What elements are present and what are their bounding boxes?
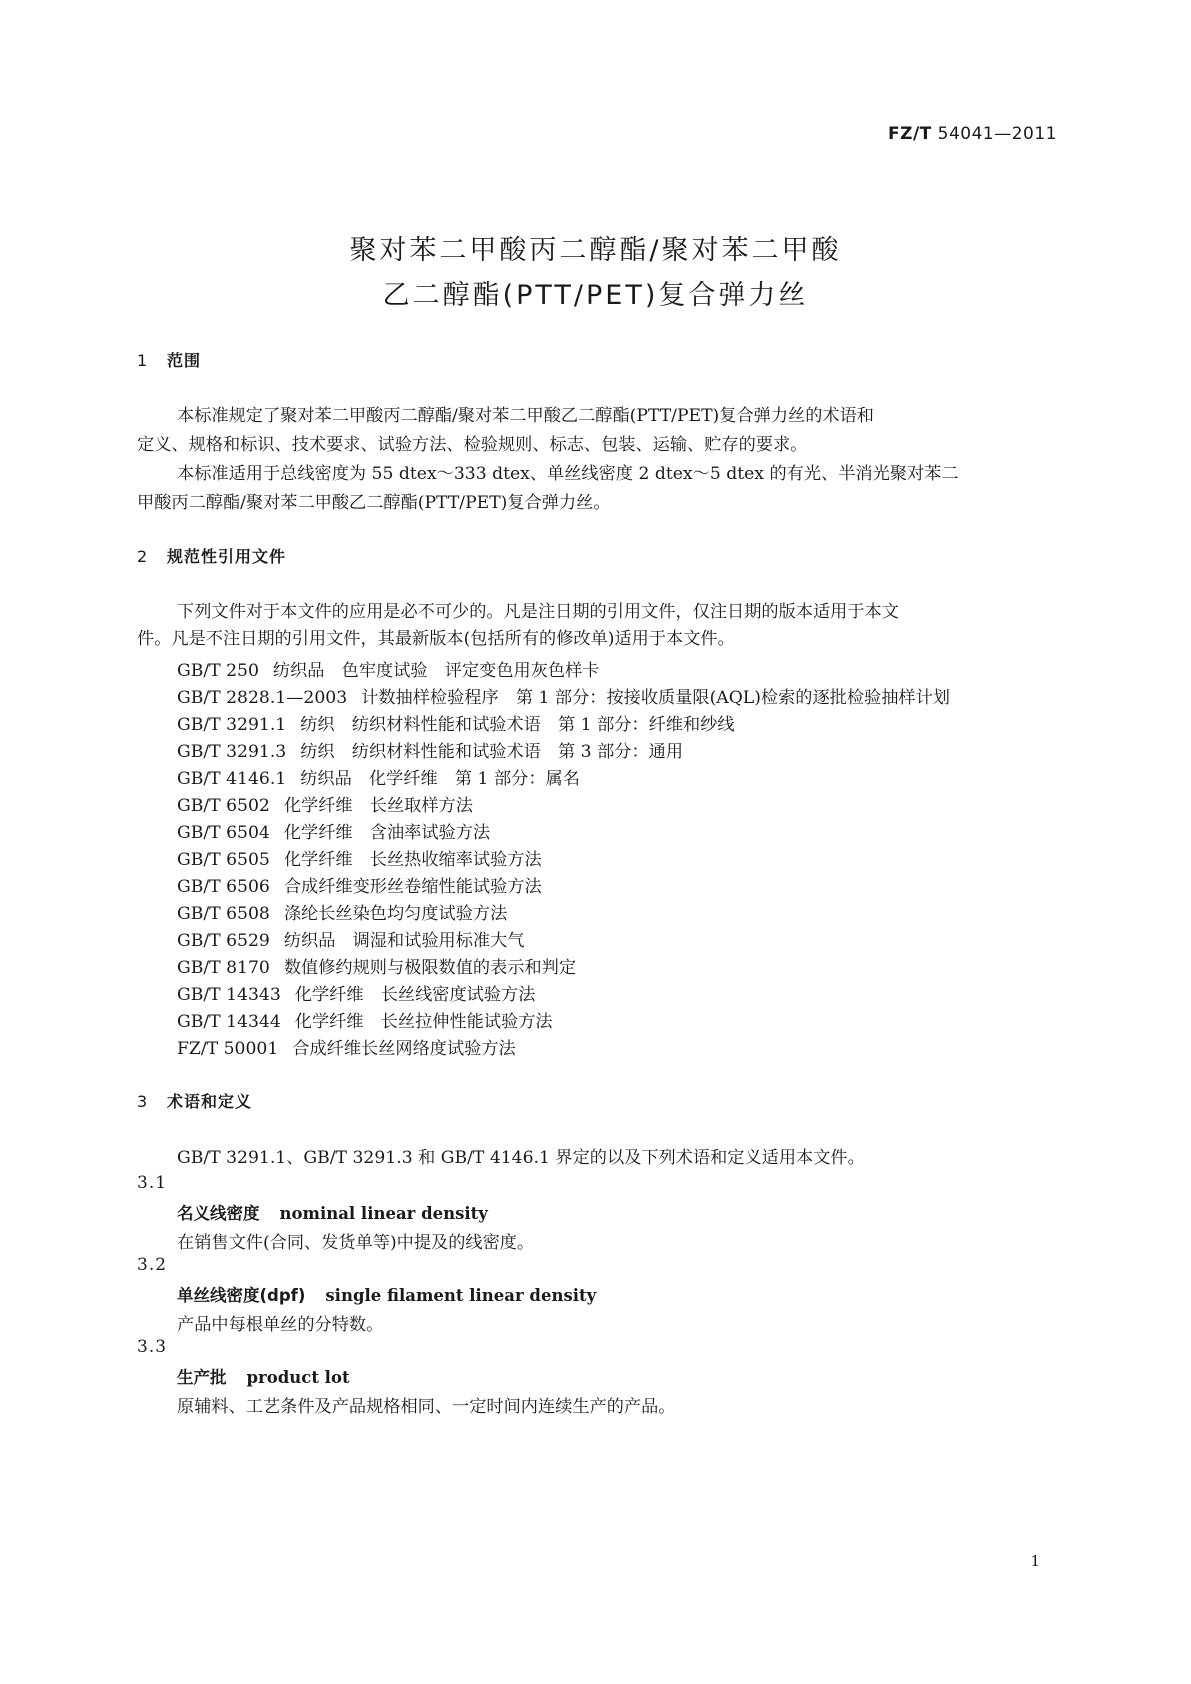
page-number: 1 — [1030, 1552, 1040, 1570]
reference-item — [177, 953, 576, 978]
reference-item — [177, 656, 599, 681]
reference-title: 数值修约规则与极限数值的表示和判定 — [283, 958, 577, 978]
reference-item — [177, 872, 542, 897]
section-1-paragraph-1-line-2: 定义、规格和标识、技术要求、试验方法、检验规则、标志、包装、运输、贮存的要求。 — [137, 435, 808, 455]
term-zh: 名义线密度 — [177, 1204, 260, 1223]
section-2-heading — [137, 544, 286, 567]
reference-code: GB/T 6508 — [177, 904, 270, 924]
reference-title: 合成纤维长丝网络度试验方法 — [292, 1039, 516, 1059]
section-3-heading — [137, 1089, 252, 1112]
term-en: nominal linear density — [279, 1204, 488, 1223]
reference-item — [177, 683, 950, 708]
reference-title: 纺织 纺织材料性能和试验术语 第 1 部分：纤维和纱线 — [300, 715, 735, 735]
reference-item — [177, 737, 683, 762]
reference-code: GB/T 3291.3 — [177, 742, 287, 762]
reference-item — [177, 1034, 516, 1059]
reference-code: GB/T 6504 — [177, 823, 270, 843]
term-zh: 生产批 — [177, 1368, 227, 1387]
term-definition: 产品中每根单丝的分特数。 — [177, 1315, 384, 1335]
reference-title: 纺织品 色牢度试验 评定变色用灰色样卡 — [272, 661, 600, 681]
reference-title: 纺织品 化学纤维 第 1 部分：属名 — [300, 769, 580, 789]
section-1-paragraph-2-line-2: 甲酸丙二醇酯/聚对苯二甲酸乙二醇酯(PTT/PET)复合弹力丝。 — [137, 493, 611, 513]
term-zh: 单丝线密度(dpf) — [177, 1286, 306, 1305]
section-2-intro-line-1: 下列文件对于本文件的应用是必不可少的。凡是注日期的引用文件，仅注日期的版本适用于本文 — [177, 602, 899, 622]
reference-title: 化学纤维 长丝热收缩率试验方法 — [283, 850, 542, 870]
term-number: 3.3 — [137, 1337, 168, 1357]
reference-code: GB/T 3291.1 — [177, 715, 287, 735]
reference-item — [177, 1007, 553, 1032]
reference-item — [177, 710, 735, 735]
term-definition: 在销售文件(合同、发货单等)中提及的线密度。 — [177, 1233, 535, 1253]
reference-code: GB/T 6506 — [177, 877, 270, 897]
section-1-heading — [137, 348, 201, 371]
reference-code: FZ/T 50001 — [177, 1039, 279, 1059]
reference-code: GB/T 250 — [177, 661, 259, 681]
reference-code: GB/T 8170 — [177, 958, 270, 978]
section-3-title: 术语和定义 — [167, 1092, 253, 1111]
reference-item — [177, 818, 490, 843]
reference-code: GB/T 6529 — [177, 931, 270, 951]
section-1-number: 1 — [137, 351, 149, 370]
term-definition: 原辅料、工艺条件及产品规格相同、一定时间内连续生产的产品。 — [177, 1397, 676, 1417]
standard-code-number: 54041—2011 — [937, 124, 1057, 144]
term-heading — [177, 1200, 488, 1224]
term-heading — [177, 1364, 350, 1388]
section-3-number: 3 — [137, 1092, 149, 1111]
term-en: product lot — [246, 1368, 350, 1387]
reference-code: GB/T 4146.1 — [177, 769, 287, 789]
term-heading — [177, 1282, 596, 1306]
standard-code — [888, 124, 1057, 144]
reference-code: GB/T 6502 — [177, 796, 270, 816]
reference-code: GB/T 14344 — [177, 1012, 281, 1032]
reference-code: GB/T 2828.1—2003 — [177, 688, 348, 708]
term-number: 3.2 — [137, 1255, 168, 1275]
section-1-title: 范围 — [167, 351, 202, 370]
reference-item — [177, 845, 542, 870]
section-1-paragraph-1-line-1: 本标准规定了聚对苯二甲酸丙二醇酯/聚对苯二甲酸乙二醇酯(PTT/PET)复合弹力丝的术语和 — [177, 406, 874, 426]
reference-code: GB/T 6505 — [177, 850, 270, 870]
document-title-line-1: 聚对苯二甲酸丙二醇酯/聚对苯二甲酸 — [349, 235, 842, 266]
reference-item — [177, 926, 524, 951]
section-2-intro-line-2: 件。凡是不注日期的引用文件，其最新版本(包括所有的修改单)适用于本文件。 — [137, 629, 735, 649]
reference-item — [177, 899, 507, 924]
document-title-line-2: 乙二醇酯(PTT/PET)复合弹力丝 — [382, 280, 809, 311]
reference-title: 纺织 纺织材料性能和试验术语 第 3 部分：通用 — [300, 742, 684, 762]
reference-code: GB/T 14343 — [177, 985, 281, 1005]
standard-code-prefix: FZ/T — [888, 124, 932, 144]
section-3-intro: GB/T 3291.1、GB/T 3291.3 和 GB/T 4146.1 界定的以及下列术语和定义适用本文件。 — [177, 1148, 865, 1168]
section-1-paragraph-2-line-1: 本标准适用于总线密度为 55 dtex～333 dtex、单丝线密度 2 dtex～5 dtex 的有光、半消光聚对苯二 — [177, 464, 959, 484]
section-2-title: 规范性引用文件 — [167, 547, 287, 566]
term-number: 3.1 — [137, 1173, 168, 1193]
reference-title: 涤纶长丝染色均匀度试验方法 — [283, 904, 508, 924]
term-en: single filament linear density — [325, 1286, 597, 1305]
reference-title: 化学纤维 长丝取样方法 — [283, 796, 473, 816]
reference-title: 化学纤维 含油率试验方法 — [283, 823, 491, 843]
reference-title: 计数抽样检验程序 第 1 部分：按接收质量限(AQL)检索的逐批检验抽样计划 — [361, 688, 950, 708]
reference-item — [177, 764, 580, 789]
reference-item — [177, 980, 535, 1005]
reference-item — [177, 791, 473, 816]
reference-title: 纺织品 调湿和试验用标准大气 — [283, 931, 525, 951]
reference-title: 化学纤维 长丝拉伸性能试验方法 — [294, 1012, 553, 1032]
section-2-number: 2 — [137, 547, 149, 566]
reference-title: 合成纤维变形丝卷缩性能试验方法 — [283, 877, 542, 897]
reference-title: 化学纤维 长丝线密度试验方法 — [294, 985, 536, 1005]
